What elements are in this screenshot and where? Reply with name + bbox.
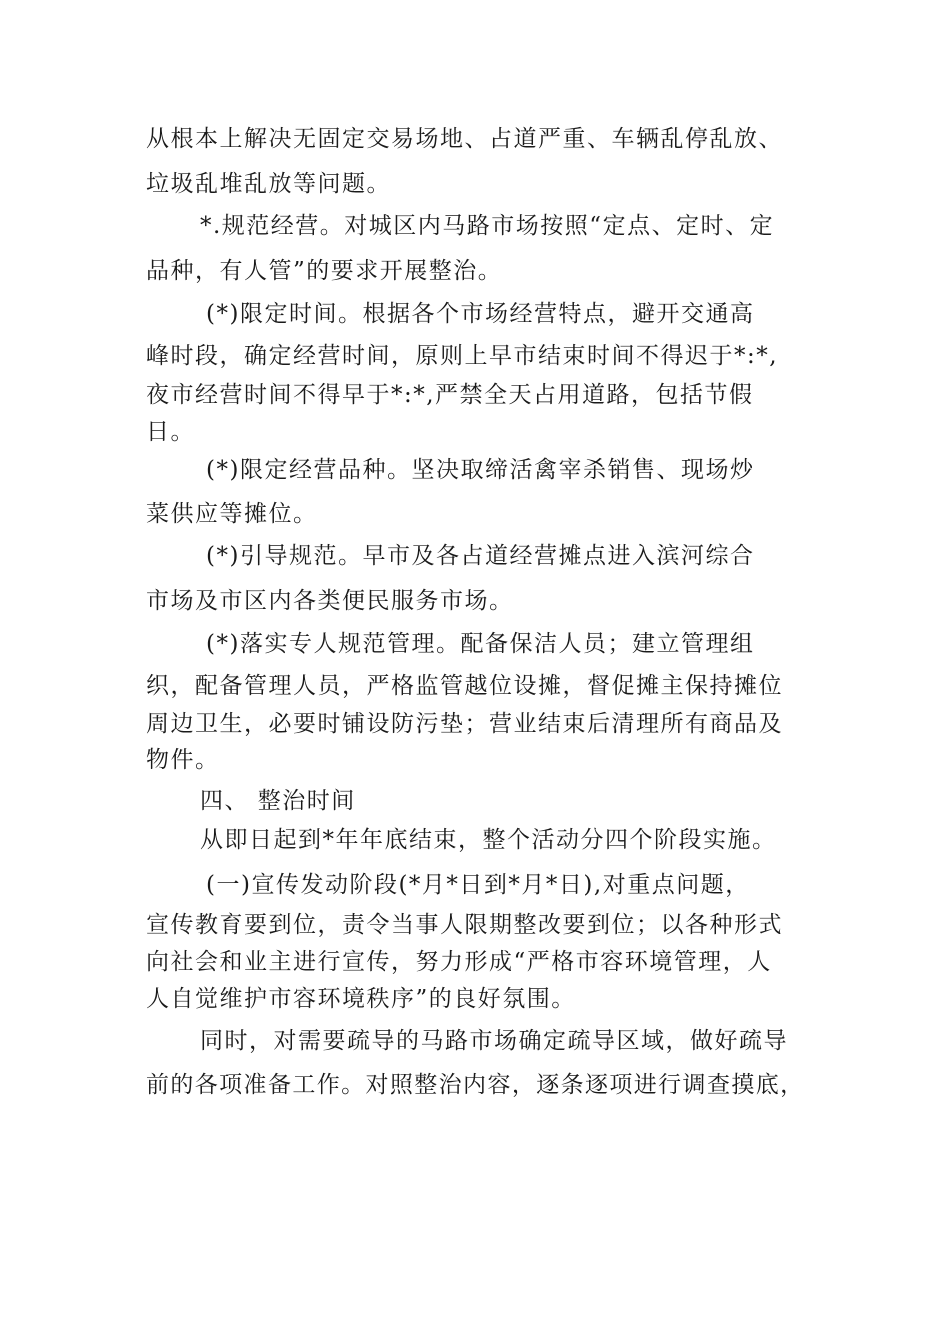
text-line: (*)限定时间。根据各个市场经营特点，避开交通高 — [206, 301, 755, 327]
text-line: 日。 — [146, 419, 195, 445]
text-line: 夜市经营时间不得早于*:*,严禁全天占用道路，包括节假 — [146, 382, 754, 408]
text-line: 峰时段，确定经营时间，原则上早市结束时间不得迟于*:*, — [146, 343, 779, 369]
text-line: *.规范经营。对城区内马路市场按照“定点、定时、定 — [200, 213, 775, 239]
text-line: (*)落实专人规范管理。配备保洁人员；建立管理组 — [206, 631, 755, 657]
text-line: 物件。 — [146, 747, 220, 773]
section-heading: 四、 整治时间 — [200, 788, 356, 814]
text-line: 同时，对需要疏导的马路市场确定疏导区域，做好疏导 — [200, 1028, 788, 1054]
text-line: 人自觉维护市容环境秩序”的良好氛围。 — [146, 986, 576, 1012]
text-line: (*)限定经营品种。坚决取缔活禽宰杀销售、现场炒 — [206, 457, 755, 483]
text-line: 品种，有人管”的要求开展整治。 — [146, 258, 503, 284]
text-line: 宣传教育要到位，责令当事人限期整改要到位；以各种形式 — [146, 912, 783, 938]
text-line: 从根本上解决无固定交易场地、占道严重、车辆乱停乱放、 — [146, 126, 783, 152]
text-line: 前的各项准备工作。对照整治内容，逐条逐项进行调查摸底， — [146, 1072, 805, 1098]
text-line: 向社会和业主进行宣传，努力形成“严格市容环境管理，人 — [146, 949, 772, 975]
text-line: 织，配备管理人员，严格监管越位设摊，督促摊主保持摊位 — [146, 673, 783, 699]
text-line: 周边卫生，必要时铺设防污垫；营业结束后清理所有商品及 — [146, 711, 783, 737]
text-line: (*)引导规范。早市及各占道经营摊点进入滨河综合 — [206, 543, 755, 569]
text-line: (一)宣传发动阶段(*月*日到*月*日),对重点问题， — [206, 872, 750, 898]
text-line: 市场及市区内各类便民服务市场。 — [146, 588, 514, 614]
text-line: 从即日起到*年年底结束，整个活动分四个阶段实施。 — [200, 827, 777, 853]
text-line: 菜供应等摊位。 — [146, 501, 318, 527]
text-line: 垃圾乱堆乱放等问题。 — [146, 171, 391, 197]
